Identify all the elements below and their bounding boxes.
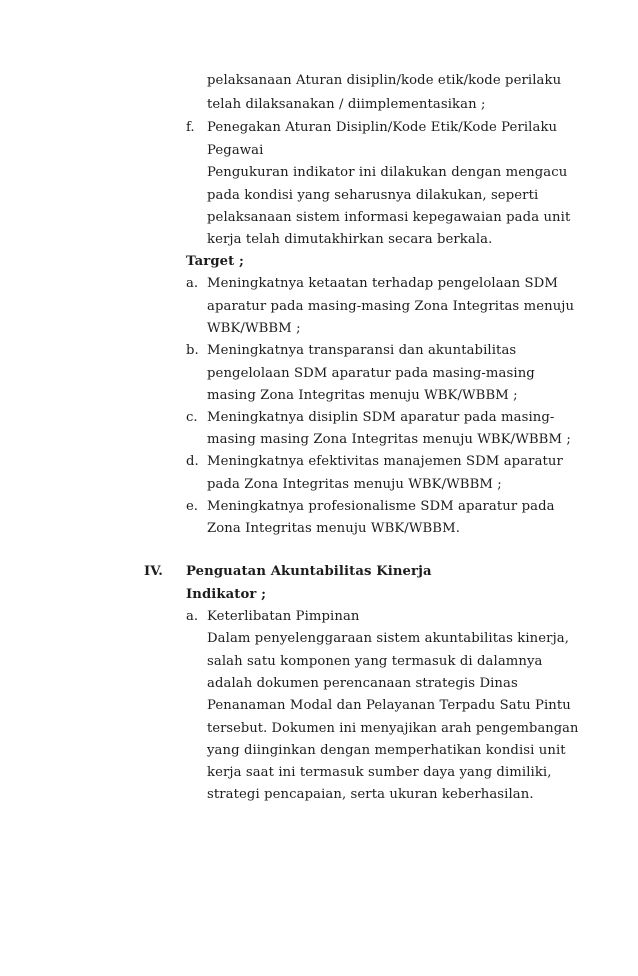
- target-item-line: Meningkatnya transparansi dan akuntabilitas: [207, 343, 517, 358]
- item-a-body-line: yang diinginkan dengan memperhatikan kondisi unit: [207, 743, 566, 758]
- target-item-line: pada Zona Integritas menuju WBK/WBBM ;: [207, 477, 502, 492]
- target-item-line: WBK/WBBM ;: [207, 321, 301, 336]
- item-f-body-line: kerja telah dimutakhirkan secara berkala.: [207, 232, 493, 247]
- indikator-heading: Indikator ;: [186, 587, 267, 602]
- target-item-line: pengelolaan SDM aparatur pada masing-masing: [207, 366, 535, 381]
- item-f-body-line: pelaksanaan sistem informasi kepegawaian pada unit: [207, 210, 571, 225]
- item-a-body-line: tersebut. Dokumen ini menyajikan arah pengembangan: [207, 721, 579, 736]
- target-item-line: masing Zona Integritas menuju WBK/WBBM ;: [207, 388, 518, 403]
- target-item-line: Meningkatnya profesionalisme SDM aparatur pada: [207, 499, 555, 514]
- list-marker-b: b.: [186, 343, 199, 358]
- list-marker-c: c.: [186, 410, 198, 425]
- target-heading: Target ;: [186, 254, 245, 269]
- item-a-body-line: Penanaman Modal dan Pelayanan Terpadu Satu Pintu: [207, 698, 571, 713]
- item-a-body-line: Dalam penyelenggaraan sistem akuntabilitas kinerja,: [207, 631, 570, 646]
- list-marker-d: d.: [186, 454, 199, 469]
- item-a-body-line: adalah dokumen perencanaan strategis Dinas: [207, 676, 518, 691]
- section-numeral: IV.: [144, 564, 163, 579]
- item-a-body-line: salah satu komponen yang termasuk di dalamnya: [207, 654, 543, 669]
- item-a-body-line: kerja saat ini termasuk sumber daya yang dimiliki,: [207, 765, 552, 780]
- continuation-line: pelaksanaan Aturan disiplin/kode etik/kode perilaku: [207, 73, 562, 88]
- list-marker-a: a.: [186, 276, 199, 291]
- target-item-line: Meningkatnya efektivitas manajemen SDM aparatur: [207, 454, 563, 469]
- list-marker-e: e.: [186, 499, 198, 514]
- target-item-line: Zona Integritas menuju WBK/WBBM.: [207, 521, 460, 536]
- item-f-title: Pegawai: [207, 143, 264, 158]
- item-f-body-line: Pengukuran indikator ini dilakukan dengan mengacu: [207, 165, 568, 180]
- target-item-line: masing masing Zona Integritas menuju WBK/WBBM ;: [207, 432, 571, 447]
- item-a-title: Keterlibatan Pimpinan: [207, 609, 360, 624]
- target-item-line: Meningkatnya ketaatan terhadap pengelolaan SDM: [207, 276, 558, 291]
- target-item-line: Meningkatnya disiplin SDM aparatur pada masing-: [207, 410, 555, 425]
- section-title: Penguatan Akuntabilitas Kinerja: [186, 564, 432, 579]
- target-item-line: aparatur pada masing-masing Zona Integritas menuju: [207, 299, 575, 314]
- list-marker-f: f.: [186, 120, 195, 135]
- continuation-line: telah dilaksanakan / diimplementasikan ;: [207, 97, 486, 112]
- list-marker-a: a.: [186, 609, 199, 624]
- item-f-title: Penegakan Aturan Disiplin/Kode Etik/Kode Perilaku: [207, 120, 558, 135]
- item-a-body-line: strategi pencapaian, serta ukuran keberhasilan.: [207, 787, 534, 802]
- item-f-body-line: pada kondisi yang seharusnya dilakukan, seperti: [207, 188, 539, 203]
